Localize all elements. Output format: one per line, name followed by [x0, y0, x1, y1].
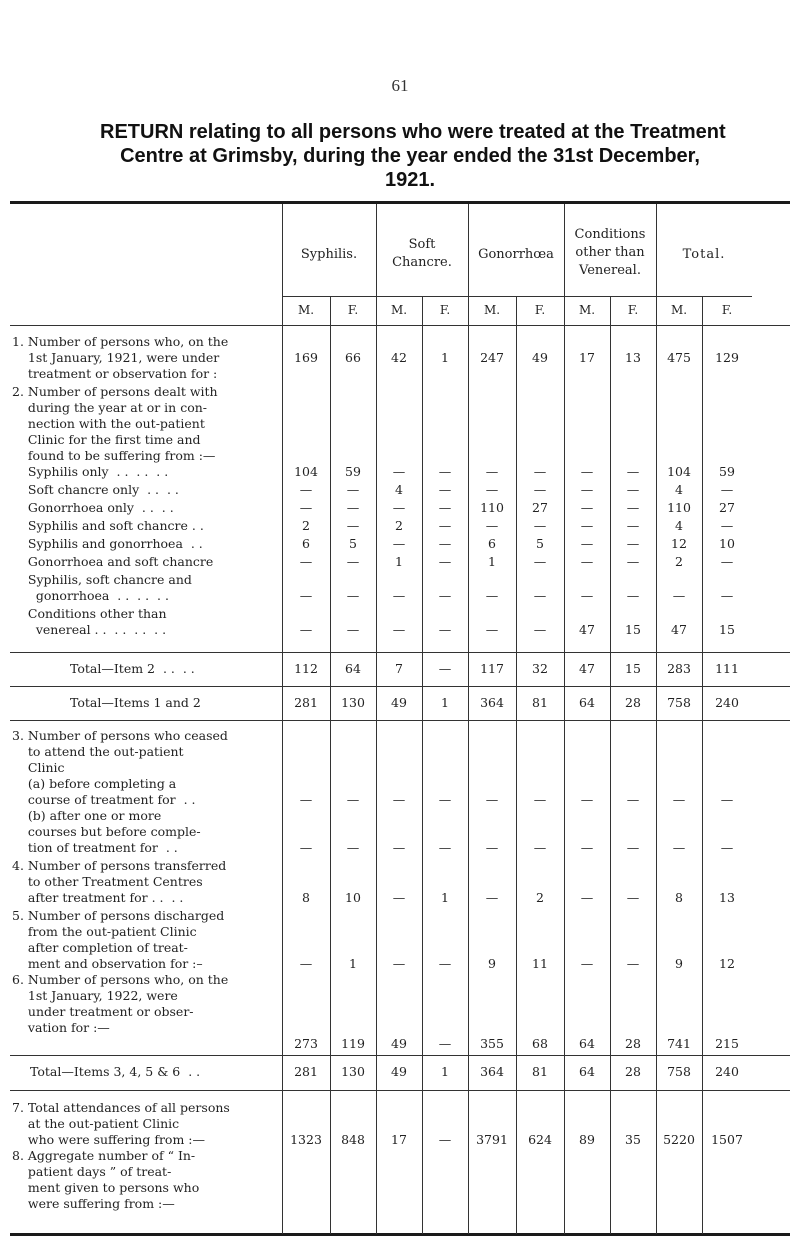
cell-t_item2-5: 32	[532, 661, 548, 676]
cell-r2e-1: 5	[349, 536, 357, 551]
cell-r4-6: —	[580, 890, 594, 905]
row-label-2-intro: 2. Number of persons dealt with during the year at or in con- nection with the out-patient Clinic for the first time and found to be suffering from :—	[12, 384, 218, 463]
header-total: Total.	[682, 247, 726, 262]
cell-r2b-7: —	[626, 482, 640, 497]
row-label-2d: Syphilis and soft chancre . .	[12, 518, 204, 533]
cell-t_items3to6-1: 130	[341, 1064, 365, 1079]
cell-r3b-9: —	[720, 840, 734, 855]
cell-r7-9: 1507	[711, 1132, 743, 1147]
cell-t_item2-4: 117	[480, 661, 504, 676]
cell-r2a-5: —	[533, 464, 547, 479]
cell-r4-1: 10	[345, 890, 361, 905]
cell-r2h-9: 15	[719, 622, 735, 637]
cell-r2e-9: 10	[719, 536, 735, 551]
cell-r7-0: 1323	[290, 1132, 322, 1147]
page-number: 61	[391, 76, 409, 95]
rule-after-total-items3to6	[10, 1090, 790, 1091]
cell-t_item2-8: 283	[667, 661, 691, 676]
cell-r5-7: —	[626, 956, 640, 971]
cell-t_item2-1: 64	[345, 661, 361, 676]
cell-r5-5: 11	[532, 956, 548, 971]
cell-t_items12-5: 81	[532, 695, 548, 710]
row-label-7: 7. Total attendances of all persons at the out-patient Clinic who were suffering from :—	[12, 1100, 230, 1147]
rule-after-total-items12	[10, 720, 790, 721]
cell-t_item2-0: 112	[294, 661, 318, 676]
cell-r2f-1: —	[346, 554, 360, 569]
cell-r2h-7: 15	[625, 622, 641, 637]
cell-t_items3to6-2: 49	[391, 1064, 407, 1079]
cell-t_item2-2: 7	[395, 661, 403, 676]
cell-r4-3: 1	[441, 890, 449, 905]
row-label-5: 5. Number of persons discharged from the out-patient Clinic after completion of treat- ment and observation for :–	[12, 908, 225, 971]
rule-before-total-items3to6	[10, 1055, 790, 1056]
sub-header-9: F.	[721, 303, 733, 317]
cell-r1-3: 1	[441, 350, 449, 365]
cell-r2g-4: —	[485, 588, 499, 603]
cell-t_items12-6: 64	[579, 695, 595, 710]
cell-t_items3to6-9: 240	[715, 1064, 739, 1079]
cell-t_items3to6-5: 81	[532, 1064, 548, 1079]
cell-t_items12-3: 1	[441, 695, 449, 710]
sub-header-4: M.	[483, 303, 501, 317]
cell-r2c-0: —	[299, 500, 313, 515]
cell-r2c-6: —	[580, 500, 594, 515]
sub-header-0: M.	[297, 303, 315, 317]
cell-r2h-6: 47	[579, 622, 595, 637]
cell-r2e-0: 6	[302, 536, 310, 551]
row-label-2f: Gonorrhoea and soft chancre	[12, 554, 214, 569]
title-line-2: Centre at Grimsby, during the year ended the 31st December,	[120, 145, 700, 167]
cell-r2e-7: —	[626, 536, 640, 551]
cell-t_item2-7: 15	[625, 661, 641, 676]
cell-r4-7: —	[626, 890, 640, 905]
cell-r5-2: —	[392, 956, 406, 971]
cell-r2b-0: —	[299, 482, 313, 497]
cell-r7-7: 35	[625, 1132, 641, 1147]
cell-t_item2-9: 111	[715, 661, 739, 676]
cell-r7-8: 5220	[663, 1132, 695, 1147]
cell-r6-8: 741	[667, 1036, 691, 1051]
row-label-3a: (a) before completing a course of treatment for . .	[27, 776, 196, 807]
cell-r2f-4: 1	[488, 554, 496, 569]
cell-r6-3: —	[438, 1036, 452, 1051]
cell-r2c-4: 110	[480, 500, 504, 515]
cell-r2d-7: —	[626, 518, 640, 533]
sub-header-3: F.	[439, 303, 451, 317]
cell-r2e-5: 5	[536, 536, 544, 551]
cell-r1-4: 247	[480, 350, 504, 365]
cell-r2h-2: —	[392, 622, 406, 637]
sub-header-5: F.	[534, 303, 546, 317]
cell-r2c-1: —	[346, 500, 360, 515]
cell-r4-4: —	[485, 890, 499, 905]
cell-r2c-9: 27	[719, 500, 735, 515]
row-label-4: 4. Number of persons transferred to other Treatment Centres after treatment for . . . .	[12, 858, 227, 905]
header-gonorrhoea: Gonorrhœa	[478, 247, 554, 262]
cell-r4-9: 13	[719, 890, 735, 905]
cell-r4-2: —	[392, 890, 406, 905]
cell-r2f-0: —	[299, 554, 313, 569]
cell-r1-1: 66	[345, 350, 361, 365]
cell-t_items3to6-3: 1	[441, 1064, 449, 1079]
cell-r3a-4: —	[485, 792, 499, 807]
title-line-3: 1921.	[384, 169, 436, 191]
cell-r2f-9: —	[720, 554, 734, 569]
cell-r2a-6: —	[580, 464, 594, 479]
cell-r3a-9: —	[720, 792, 734, 807]
cell-r2a-2: —	[392, 464, 406, 479]
cell-r2e-4: 6	[488, 536, 496, 551]
cell-t_item2-3: —	[438, 661, 452, 676]
header-bottom-rule	[10, 325, 790, 326]
row-label-2g: Syphilis, soft chancre and gonorrhoea . . . . . .	[27, 572, 192, 603]
cell-r2a-7: —	[626, 464, 640, 479]
cell-r2c-3: —	[438, 500, 452, 515]
cell-r3b-4: —	[485, 840, 499, 855]
cell-t_item2-6: 47	[579, 661, 595, 676]
cell-t_items12-0: 281	[294, 695, 318, 710]
cell-r2g-5: —	[533, 588, 547, 603]
cell-r2d-9: —	[720, 518, 734, 533]
cell-r6-7: 28	[625, 1036, 641, 1051]
header-conditions-other: Conditions other than Venereal.	[574, 227, 646, 278]
cell-r3a-8: —	[672, 792, 686, 807]
cell-r3b-2: —	[392, 840, 406, 855]
cell-r2a-3: —	[438, 464, 452, 479]
row-label-total-items3to6: Total—Items 3, 4, 5 & 6 . .	[30, 1064, 201, 1079]
col-line-gon-f	[516, 296, 517, 1234]
cell-r3a-3: —	[438, 792, 452, 807]
cell-r7-6: 89	[579, 1132, 595, 1147]
sub-header-7: F.	[627, 303, 639, 317]
row-label-3-intro: 3. Number of persons who ceased to attend the out-patient Clinic	[12, 728, 228, 775]
cell-r5-1: 1	[349, 956, 357, 971]
cell-r5-6: —	[580, 956, 594, 971]
row-label-2a: Syphilis only . . . . . .	[12, 464, 169, 479]
cell-t_items3to6-6: 64	[579, 1064, 595, 1079]
cell-r2f-6: —	[580, 554, 594, 569]
cell-r3b-3: —	[438, 840, 452, 855]
col-line-cond-f	[610, 296, 611, 1234]
cell-r3a-2: —	[392, 792, 406, 807]
cell-t_items3to6-7: 28	[625, 1064, 641, 1079]
cell-r1-5: 49	[532, 350, 548, 365]
cell-r2f-3: —	[438, 554, 452, 569]
col-line-total-f	[702, 296, 703, 1234]
cell-r5-9: 12	[719, 956, 735, 971]
cell-r1-9: 129	[715, 350, 739, 365]
cell-t_items12-2: 49	[391, 695, 407, 710]
cell-r2b-6: —	[580, 482, 594, 497]
cell-r5-4: 9	[488, 956, 496, 971]
rule-before-total-item2	[10, 652, 790, 653]
cell-r6-6: 64	[579, 1036, 595, 1051]
cell-r6-1: 119	[341, 1036, 365, 1051]
cell-r2f-5: —	[533, 554, 547, 569]
cell-r4-0: 8	[302, 890, 310, 905]
cell-r2b-2: 4	[395, 482, 403, 497]
cell-r2f-7: —	[626, 554, 640, 569]
cell-r6-0: 273	[294, 1036, 318, 1051]
row-label-2c: Gonorrhoea only . . . .	[12, 500, 174, 515]
page-title	[100, 120, 726, 192]
cell-r3a-6: —	[580, 792, 594, 807]
row-label-total-items12: Total—Items 1 and 2	[70, 695, 201, 710]
row-label-3b: (b) after one or more courses but before comple- tion of treatment for . .	[27, 808, 201, 855]
cell-r3a-0: —	[299, 792, 313, 807]
cell-r2f-2: 1	[395, 554, 403, 569]
cell-r2h-1: —	[346, 622, 360, 637]
cell-r2g-2: —	[392, 588, 406, 603]
rule-before-total-items12	[10, 686, 790, 687]
cell-r2g-7: —	[626, 588, 640, 603]
cell-r2a-8: 104	[667, 464, 691, 479]
cell-r3b-6: —	[580, 840, 594, 855]
row-label-2b: Soft chancre only . . . .	[12, 482, 179, 497]
cell-r5-8: 9	[675, 956, 683, 971]
cell-r3a-7: —	[626, 792, 640, 807]
cell-r2c-8: 110	[667, 500, 691, 515]
cell-r2g-8: —	[672, 588, 686, 603]
row-label-2e: Syphilis and gonorrhoea . .	[12, 536, 203, 551]
cell-r2b-4: —	[485, 482, 499, 497]
cell-r1-0: 169	[294, 350, 318, 365]
cell-r2h-8: 47	[671, 622, 687, 637]
top-rule	[10, 201, 790, 204]
cell-t_items12-8: 758	[667, 695, 691, 710]
cell-r2e-2: —	[392, 536, 406, 551]
cell-r2f-8: 2	[675, 554, 683, 569]
cell-r2c-5: 27	[532, 500, 548, 515]
row-label-total-item2: Total—Item 2 . . . .	[70, 661, 195, 676]
cell-r2h-3: —	[438, 622, 452, 637]
cell-t_items3to6-0: 281	[294, 1064, 318, 1079]
sub-header-8: M.	[670, 303, 688, 317]
col-line-syph-f	[330, 296, 331, 1234]
row-label-8: 8. Aggregate number of “ In- patient days ” of treat- ment given to persons who were suffering from :—	[12, 1148, 200, 1211]
header-soft-chancre: Soft Chancre.	[392, 237, 452, 270]
cell-r4-5: 2	[536, 890, 544, 905]
cell-r2d-1: —	[346, 518, 360, 533]
cell-r1-7: 13	[625, 350, 641, 365]
cell-r2g-6: —	[580, 588, 594, 603]
sub-header-2: M.	[390, 303, 408, 317]
cell-r1-2: 42	[391, 350, 407, 365]
row-label-2h: Conditions other than venereal . . . . . . . .	[27, 606, 167, 637]
cell-r2h-4: —	[485, 622, 499, 637]
cell-r2g-9: —	[720, 588, 734, 603]
cell-r3a-5: —	[533, 792, 547, 807]
bottom-rule	[10, 1233, 790, 1236]
cell-r5-3: —	[438, 956, 452, 971]
cell-r7-3: —	[438, 1132, 452, 1147]
cell-r2b-1: —	[346, 482, 360, 497]
cell-r7-1: 848	[341, 1132, 365, 1147]
cell-r4-8: 8	[675, 890, 683, 905]
cell-r2c-7: —	[626, 500, 640, 515]
cell-t_items12-4: 364	[480, 695, 504, 710]
cell-t_items12-1: 130	[341, 695, 365, 710]
cell-r5-0: —	[299, 956, 313, 971]
cell-r3b-5: —	[533, 840, 547, 855]
sub-header-1: F.	[347, 303, 359, 317]
cell-r2g-0: —	[299, 588, 313, 603]
sub-header-6: M.	[578, 303, 596, 317]
header-syphilis: Syphilis.	[300, 247, 358, 262]
cell-r2a-4: —	[485, 464, 499, 479]
title-line-1: RETURN relating to all persons who were treated at the Treatment	[100, 121, 726, 143]
cell-r2e-3: —	[438, 536, 452, 551]
cell-r6-2: 49	[391, 1036, 407, 1051]
cell-t_items3to6-8: 758	[667, 1064, 691, 1079]
cell-r3a-1: —	[346, 792, 360, 807]
cell-r7-5: 624	[528, 1132, 552, 1147]
cell-r2a-9: 59	[719, 464, 735, 479]
cell-r2d-8: 4	[675, 518, 683, 533]
cell-r2b-8: 4	[675, 482, 683, 497]
col-line-soft-f	[422, 296, 423, 1234]
cell-r6-9: 215	[715, 1036, 739, 1051]
cell-r2e-8: 12	[671, 536, 687, 551]
cell-r2b-3: —	[438, 482, 452, 497]
cell-r3b-8: —	[672, 840, 686, 855]
cell-r2d-3: —	[438, 518, 452, 533]
cell-r3b-7: —	[626, 840, 640, 855]
cell-r2h-0: —	[299, 622, 313, 637]
cell-r1-6: 17	[579, 350, 595, 365]
cell-r7-2: 17	[391, 1132, 407, 1147]
cell-t_items12-7: 28	[625, 695, 641, 710]
cell-r2d-4: —	[485, 518, 499, 533]
cell-r2a-0: 104	[294, 464, 318, 479]
cell-r2h-5: —	[533, 622, 547, 637]
cell-r6-5: 68	[532, 1036, 548, 1051]
cell-t_items3to6-4: 364	[480, 1064, 504, 1079]
cell-r2g-1: —	[346, 588, 360, 603]
header-sub-rule	[282, 296, 752, 297]
cell-r3b-0: —	[299, 840, 313, 855]
cell-r6-4: 355	[480, 1036, 504, 1051]
cell-r7-4: 3791	[476, 1132, 508, 1147]
row-label-1: 1. Number of persons who, on the 1st January, 1921, were under treatment or observation for :	[12, 334, 229, 381]
cell-r2b-5: —	[533, 482, 547, 497]
cell-r2g-3: —	[438, 588, 452, 603]
cell-r2d-2: 2	[395, 518, 403, 533]
cell-t_items12-9: 240	[715, 695, 739, 710]
cell-r2a-1: 59	[345, 464, 361, 479]
row-label-6: 6. Number of persons who, on the 1st January, 1922, were under treatment or obser- vation for :—	[12, 972, 229, 1035]
cell-r2e-6: —	[580, 536, 594, 551]
cell-r1-8: 475	[667, 350, 691, 365]
cell-r2b-9: —	[720, 482, 734, 497]
cell-r2d-0: 2	[302, 518, 310, 533]
cell-r2c-2: —	[392, 500, 406, 515]
cell-r2d-6: —	[580, 518, 594, 533]
cell-r2d-5: —	[533, 518, 547, 533]
cell-r3b-1: —	[346, 840, 360, 855]
